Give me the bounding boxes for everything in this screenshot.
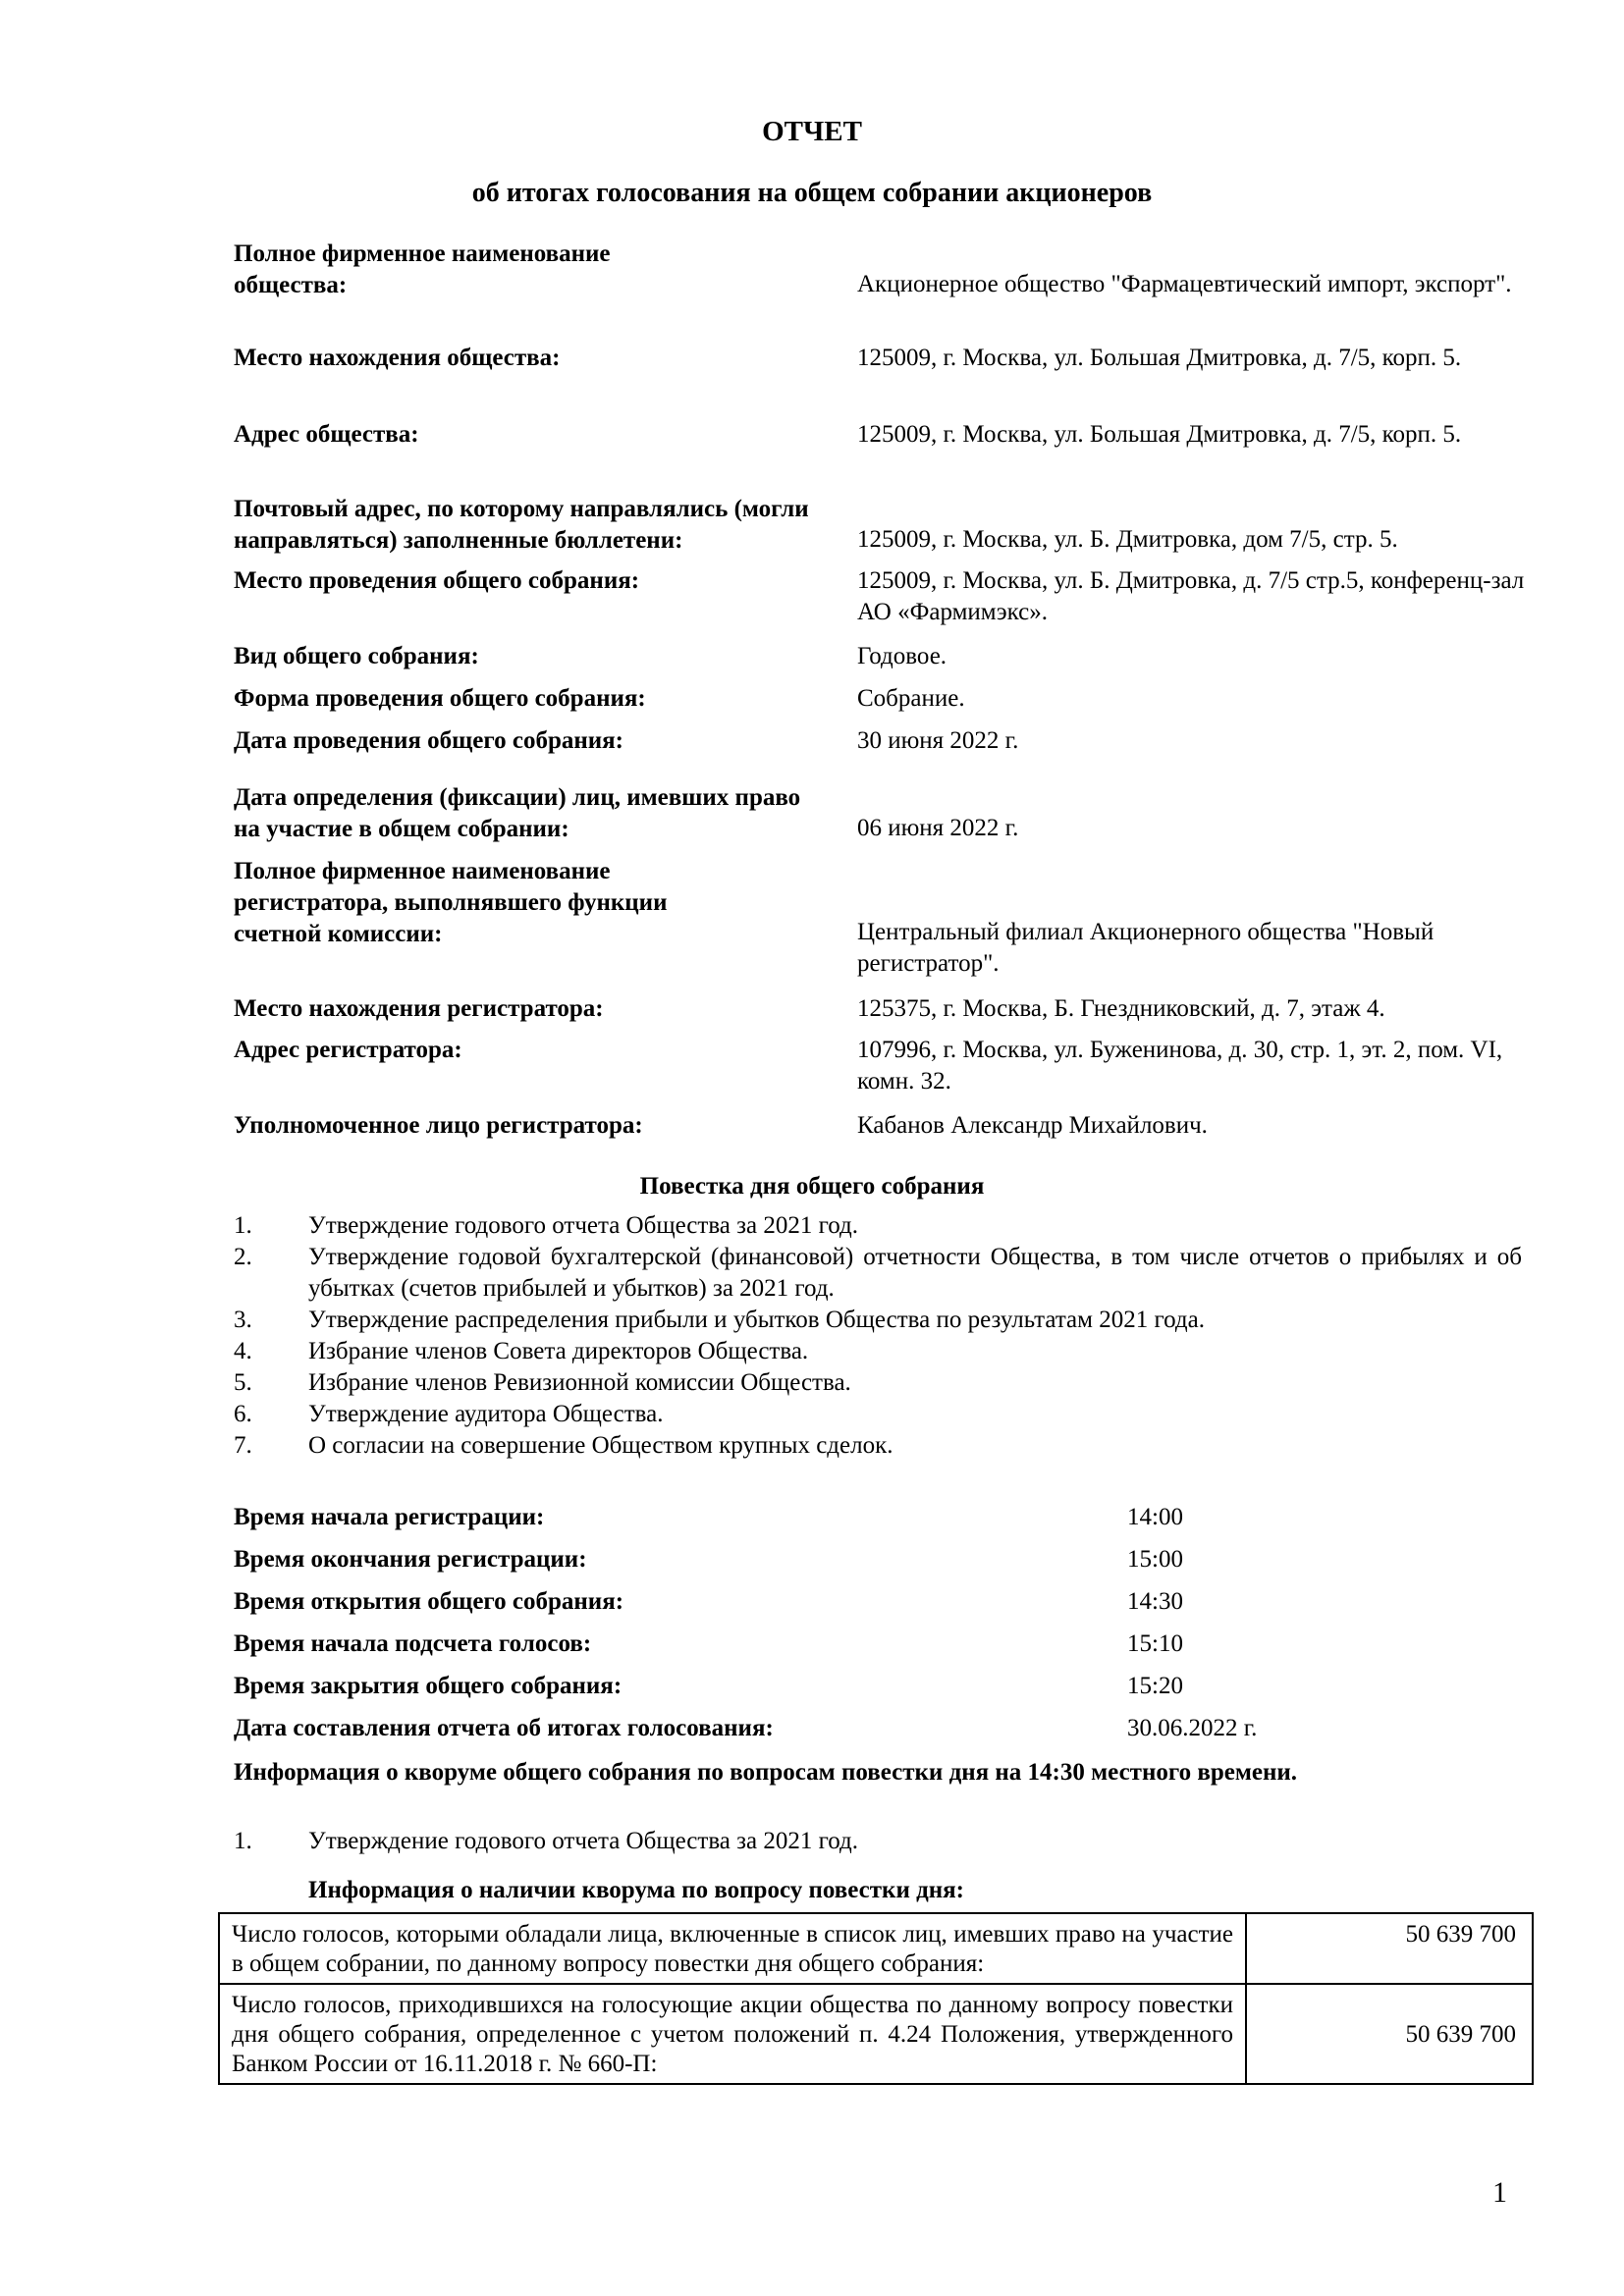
agenda-item-text: О согласии на совершение Обществом крупных сделок. xyxy=(308,1432,893,1459)
time-label: Время начала подсчета голосов: xyxy=(234,1630,592,1657)
info-value: Собрание. xyxy=(857,685,965,712)
info-label: Полное фирменное наименование общества: xyxy=(234,240,611,298)
info-label: Вид общего собрания: xyxy=(234,643,479,669)
table-cell-description: Число голосов, приходившихся на голосующие акции общества по данному вопросу повестки дня общего собрания, определенное с учетом положений п. 4.24 Положения, утвержденного Банком России от 16.11.2018 г. № 660-П: xyxy=(219,1984,1246,2084)
info-value: 107996, г. Москва, ул. Буженинова, д. 30, стр. 1, эт. 2, пом. VI, комн. 32. xyxy=(857,1037,1503,1095)
quorum-item-number: 1. xyxy=(234,1828,252,1854)
info-label: Место нахождения общества: xyxy=(234,345,561,371)
agenda-item-number: 1. xyxy=(234,1212,252,1239)
quorum-heading: Информация о кворуме общего собрания по вопросам повестки дня на 14:30 местного времени. xyxy=(234,1759,1298,1786)
agenda-list xyxy=(234,1210,1522,1462)
info-value: Кабанов Александр Михайлович. xyxy=(857,1112,1208,1139)
agenda-item-text: Утверждение годового отчета Общества за 2021 год. xyxy=(308,1212,858,1239)
time-value: 14:30 xyxy=(1127,1588,1183,1615)
info-label: Адрес регистратора: xyxy=(234,1037,462,1063)
table-row xyxy=(219,1913,1533,1984)
quorum-item-text: Утверждение годового отчета Общества за 2021 год. xyxy=(308,1828,858,1854)
info-value: Годовое. xyxy=(857,643,947,669)
agenda-item xyxy=(234,1399,1522,1430)
agenda-item xyxy=(234,1242,1522,1305)
table-cell-votes: 50 639 700 xyxy=(1246,1984,1533,2084)
time-label: Время окончания регистрации: xyxy=(234,1546,587,1573)
info-label: Почтовый адрес, по которому направлялись (могли направляться) заполненные бюллетени: xyxy=(234,496,809,554)
time-value: 30.06.2022 г. xyxy=(1127,1715,1258,1741)
info-value: 125009, г. Москва, ул. Большая Дмитровка, д. 7/5, корп. 5. xyxy=(857,345,1462,371)
info-label: Адрес общества: xyxy=(234,421,419,448)
agenda-item xyxy=(234,1305,1522,1336)
info-value: Акционерное общество "Фармацевтический импорт, экспорт". xyxy=(857,271,1512,297)
agenda-item-number: 6. xyxy=(234,1401,252,1427)
info-label: Дата проведения общего собрания: xyxy=(234,727,624,754)
table-cell-votes: 50 639 700 xyxy=(1246,1913,1533,1984)
agenda-item-number: 7. xyxy=(234,1432,252,1459)
agenda-item-number: 4. xyxy=(234,1338,252,1364)
info-value: 125009, г. Москва, ул. Б. Дмитровка, дом 7/5, стр. 5. xyxy=(857,526,1398,553)
agenda-item-text: Утверждение распределения прибыли и убытков Общества по результатам 2021 года. xyxy=(308,1307,1205,1333)
time-label: Время начала регистрации: xyxy=(234,1504,545,1530)
time-label: Время закрытия общего собрания: xyxy=(234,1673,623,1699)
time-value: 14:00 xyxy=(1127,1504,1183,1530)
report-title: ОТЧЕТ xyxy=(762,116,862,147)
agenda-item-text: Утверждение годовой бухгалтерской (финансовой) отчетности Общества, в том числе отчетов о прибылях и об убытках (счетов прибылей и убытков) за 2021 год. xyxy=(308,1244,1522,1302)
agenda-item-number: 5. xyxy=(234,1369,252,1396)
time-value: 15:20 xyxy=(1127,1673,1183,1699)
quorum-subheading: Информация о наличии кворума по вопросу повестки дня: xyxy=(308,1877,964,1903)
info-value: 125009, г. Москва, ул. Б. Дмитровка, д. 7/5 стр.5, конференц-зал АО «Фармимэкс». xyxy=(857,567,1525,625)
info-label: Место проведения общего собрания: xyxy=(234,567,640,594)
table-row xyxy=(219,1984,1533,2084)
page-number: 1 xyxy=(1492,2176,1507,2209)
info-value: 125375, г. Москва, Б. Гнездниковский, д. 7, этаж 4. xyxy=(857,995,1385,1022)
info-label: Место нахождения регистратора: xyxy=(234,995,604,1022)
agenda-item xyxy=(234,1430,1522,1462)
time-value: 15:10 xyxy=(1127,1630,1183,1657)
agenda-item-text: Избрание членов Ревизионной комиссии Общества. xyxy=(308,1369,851,1396)
agenda-item xyxy=(234,1336,1522,1367)
info-value: 06 июня 2022 г. xyxy=(857,815,1019,841)
time-value: 15:00 xyxy=(1127,1546,1183,1573)
info-label: Уполномоченное лицо регистратора: xyxy=(234,1112,643,1139)
agenda-item-number: 3. xyxy=(234,1307,252,1333)
time-label: Дата составления отчета об итогах голосования: xyxy=(234,1715,774,1741)
quorum-table xyxy=(218,1912,1534,2085)
agenda-item-text: Утверждение аудитора Общества. xyxy=(308,1401,664,1427)
agenda-item-text: Избрание членов Совета директоров Общества. xyxy=(308,1338,809,1364)
agenda-item xyxy=(234,1367,1522,1399)
info-value: 30 июня 2022 г. xyxy=(857,727,1019,754)
table-cell-description: Число голосов, которыми обладали лица, включенные в список лиц, имевших право на участие в общем собрании, по данному вопросу повестки дня общего собрания: xyxy=(219,1913,1246,1984)
agenda-item-number: 2. xyxy=(234,1244,252,1270)
time-label: Время открытия общего собрания: xyxy=(234,1588,624,1615)
info-label: Форма проведения общего собрания: xyxy=(234,685,646,712)
report-subtitle: об итогах голосования на общем собрании акционеров xyxy=(471,178,1153,208)
info-label: Полное фирменное наименование регистратора, выполнявшего функции счетной комиссии: xyxy=(234,858,668,947)
agenda-title: Повестка дня общего собрания xyxy=(639,1173,985,1200)
agenda-item xyxy=(234,1210,1522,1242)
info-value: 125009, г. Москва, ул. Большая Дмитровка, д. 7/5, корп. 5. xyxy=(857,421,1462,448)
info-label: Дата определения (фиксации) лиц, имевших право на участие в общем собрании: xyxy=(234,784,801,842)
info-value: Центральный филиал Акционерного общества "Новый регистратор". xyxy=(857,919,1435,977)
